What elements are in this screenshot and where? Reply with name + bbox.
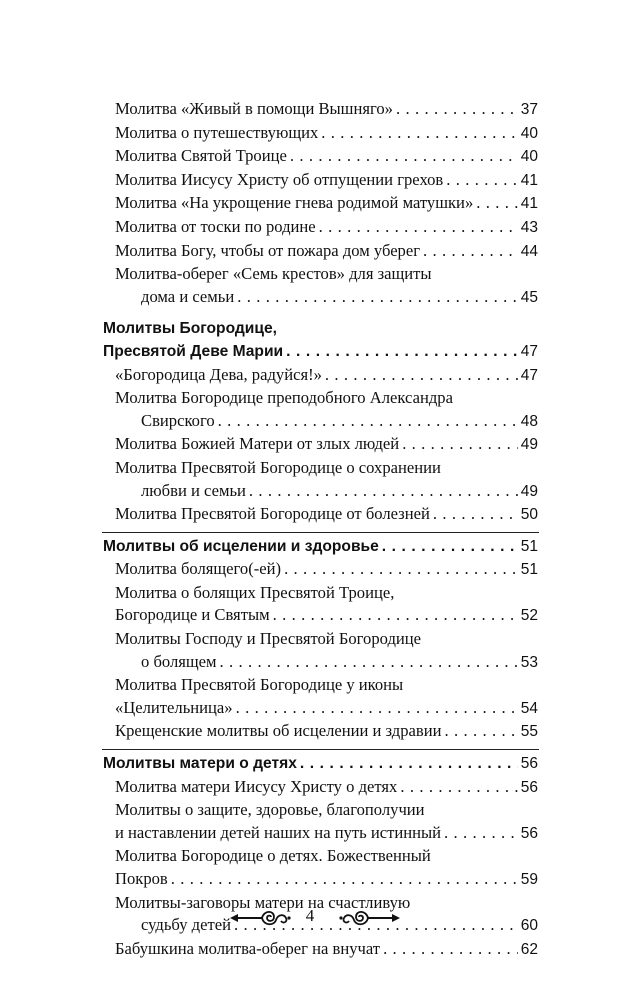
dot-leader: [319, 216, 518, 239]
section-divider: [102, 532, 539, 533]
toc-entry-title: Молитва Пресвятой Богородице у иконы: [115, 675, 404, 695]
dot-leader: [446, 169, 518, 192]
toc-entry-title: Молитвы о защите, здоровье, благополучии: [115, 800, 425, 820]
toc-entry: [115, 98, 538, 122]
toc-entry: [115, 503, 538, 527]
toc-page-number: 40: [520, 124, 538, 142]
toc-entry: [115, 145, 538, 169]
toc-entry: [115, 938, 538, 962]
toc-entry-title: Молитвы матери о детях: [103, 755, 297, 773]
toc-entry-title: Молитва Богу, чтобы от пожара дом уберег: [115, 240, 421, 260]
toc-entry: [115, 122, 538, 146]
toc-entry-title: Молитва Божией Матери от злых людей: [115, 434, 400, 454]
dot-leader: [237, 286, 518, 309]
toc-entry: [115, 776, 538, 800]
toc-entry-title: Свирского: [141, 410, 215, 430]
toc-entry-title: Бабушкина молитва-оберег на внучат: [115, 938, 381, 958]
toc-entry: [115, 457, 538, 503]
toc-entry: [115, 364, 538, 388]
toc-entry: [115, 216, 538, 240]
section-divider: [102, 749, 539, 750]
toc-page-number: 47: [520, 342, 538, 360]
toc-entry: [115, 192, 538, 216]
dot-leader: [402, 433, 518, 456]
toc-entry-title: Богородице и Святым: [115, 605, 270, 625]
toc-page-number: 59: [520, 871, 538, 888]
toc-page-number: 50: [520, 506, 538, 524]
toc-section: [103, 318, 538, 363]
toc-page-number: 40: [520, 148, 538, 166]
toc-entry: [115, 433, 538, 457]
toc-section: [103, 753, 538, 776]
toc-entry: [115, 674, 538, 720]
toc-page-number: 56: [520, 755, 538, 773]
toc-page-number: 62: [520, 940, 538, 958]
page-number: 4: [305, 906, 315, 925]
toc-page-number: 43: [520, 218, 538, 236]
toc-entry: [115, 845, 538, 891]
toc-entry-title: Пресвятой Деве Марии: [103, 342, 284, 360]
toc-entry-title: Молитва Богородице о детях. Божественный: [115, 846, 431, 866]
toc-entry-title: Молитва болящего(-ей): [115, 559, 282, 579]
toc-entry-title: Молитва о болящих Пресвятой Троице,: [115, 582, 395, 602]
dot-leader: [284, 558, 518, 581]
toc-page-number: 48: [520, 412, 538, 430]
toc-page-number: 51: [520, 561, 538, 579]
toc-entry-title: Молитва матери Иисусу Христу о детях: [115, 776, 398, 796]
dot-leader: [273, 604, 518, 627]
toc-page-number: 53: [520, 653, 538, 671]
right-ornament-icon: [338, 906, 402, 930]
dot-leader: [476, 192, 518, 215]
toc-entry-title: и наставлении детей наших на путь истинный: [115, 822, 442, 842]
dot-leader: [171, 868, 518, 891]
toc-entry-title: «Целительница»: [115, 697, 233, 717]
table-of-contents: [103, 98, 538, 961]
toc-page-number: 56: [520, 778, 538, 796]
toc-section: [103, 536, 538, 559]
toc-entry: [115, 582, 538, 628]
toc-page-number: 49: [520, 436, 538, 454]
toc-entry-title: Молитвы-заговоры матери на счастливую: [115, 892, 411, 912]
toc-page-number: 41: [520, 195, 538, 213]
toc-page-number: 56: [520, 824, 538, 842]
toc-entry-title: дома и семьи: [141, 286, 235, 306]
toc-entry-title: Молитва о путешествующих: [115, 122, 319, 142]
left-ornament-icon: [228, 906, 292, 930]
toc-entry: [115, 240, 538, 264]
toc-page-number: 60: [520, 917, 538, 935]
dot-leader: [444, 822, 518, 845]
toc-entry-title: судьбу детей: [141, 915, 231, 935]
dot-leader: [383, 938, 518, 961]
toc-page-number: 41: [520, 171, 538, 189]
toc-entry: [115, 799, 538, 845]
dot-leader: [382, 536, 518, 559]
dot-leader: [445, 720, 518, 743]
toc-entry: [115, 387, 538, 433]
toc-page-number: 54: [520, 699, 538, 717]
toc-entry-title: Молитвы Господу и Пресвятой Богородице: [115, 629, 422, 649]
dot-leader: [220, 651, 518, 674]
toc-entry-title: Молитва Богородице преподобного Александра: [115, 388, 453, 408]
toc-entry-title: Молитвы Богородице,: [103, 320, 277, 338]
toc-page-number: 37: [520, 101, 538, 118]
dot-leader: [286, 341, 518, 364]
toc-entry-title: «Богородица Дева, радуйся!»: [115, 364, 322, 384]
dot-leader: [290, 145, 518, 168]
dot-leader: [325, 364, 518, 387]
toc-entry-title: Молитва «На укрощение гнева родимой матушки»: [115, 193, 474, 213]
dot-leader: [300, 753, 518, 776]
toc-entry-title: Молитва Пресвятой Богородице о сохранении: [115, 457, 441, 477]
dot-leader: [236, 697, 518, 720]
toc-entry-title: Молитва Святой Троице: [115, 146, 287, 166]
toc-entry: [115, 628, 538, 674]
dot-leader: [321, 122, 517, 145]
dot-leader: [423, 240, 518, 263]
toc-entry-title: Покров: [115, 869, 168, 888]
toc-entry-title: Молитва Пресвятой Богородице от болезней: [115, 504, 430, 524]
toc-entry-title: Молитва «Живый в помощи Вышняго»: [115, 99, 393, 118]
toc-page-number: 51: [520, 537, 538, 555]
toc-entry-title: Молитва-оберег «Семь крестов» для защиты: [115, 264, 432, 284]
toc-entry-title: Молитва от тоски по родине: [115, 216, 316, 236]
dot-leader: [218, 410, 518, 433]
toc-entry-title: Молитвы об исцелении и здоровье: [103, 537, 379, 555]
toc-page-number: 49: [520, 482, 538, 500]
page-footer: [0, 902, 619, 938]
toc-entry-title: Крещенские молитвы об исцелении и здравии: [115, 721, 442, 741]
toc-entry-title: Молитва Иисусу Христу об отпущении грехов: [115, 169, 444, 189]
dot-leader: [433, 503, 518, 526]
toc-entry: [115, 263, 538, 309]
toc-entry: [115, 558, 538, 582]
dot-leader: [400, 776, 517, 799]
toc-entry: [115, 169, 538, 193]
toc-entry-title: о болящем: [141, 651, 217, 671]
toc-entry-title: любви и семьи: [141, 480, 246, 500]
toc-page-number: 55: [520, 723, 538, 741]
toc-page-number: 47: [520, 366, 538, 384]
toc-page-number: 44: [520, 242, 538, 260]
toc-entry: [115, 720, 538, 744]
dot-leader: [249, 480, 518, 503]
toc-page-number: 45: [520, 288, 538, 306]
toc-page-number: 52: [520, 607, 538, 625]
dot-leader: [396, 98, 518, 121]
